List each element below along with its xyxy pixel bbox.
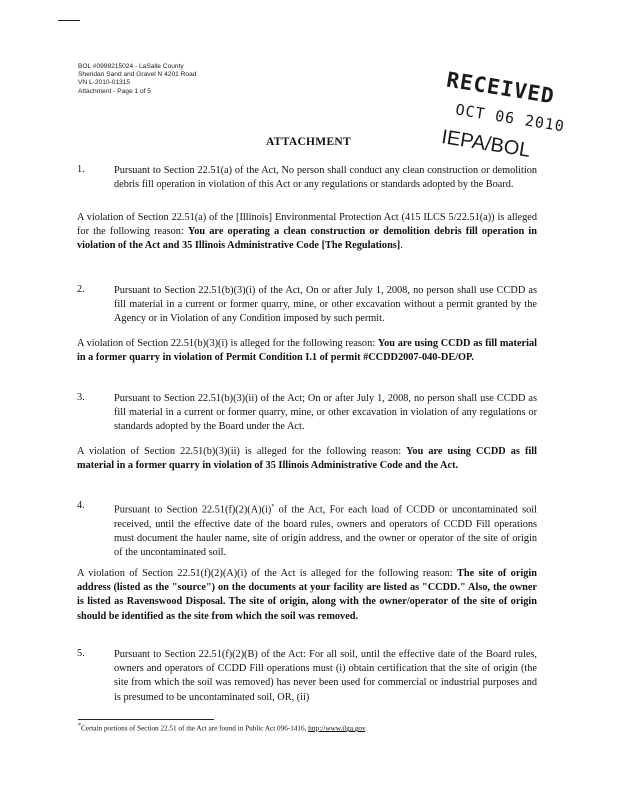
violation-text: A violation of Section 22.51(b)(3)(ii) is alleged for the following reason: [77, 446, 407, 457]
received-stamp-date: OCT 06 2010 [454, 100, 567, 136]
violation-reason: The site of origin address (listed as the "source") on the documents at your facility are listed as "CCDD." Also, the owner is listed as Ravenswood Disposal. The site of origin, along with the owner/operator of the site of origin should be identified as the site from which the soil was removed. [77, 568, 537, 622]
violation-paragraph [77, 567, 537, 624]
received-stamp-agency: IEPA/BOL [439, 126, 532, 162]
violation-reason: You are using CCDD as fill material in a former quarry in violation of Permit Condition I.1 of permit #CCDD2007-040-DE/OP. [77, 338, 537, 364]
footnote-marker: * [271, 504, 275, 510]
header-line: VN L-2010-01315 [78, 79, 131, 87]
footnote-text: Certain portions of Section 22.51 of the Act are found in Public Act 096-1416, [81, 724, 309, 733]
footnote-rule [78, 719, 214, 720]
violation-text: A violation of Section 22.51(b)(3)(i) is alleged for the following reason: [77, 338, 378, 349]
page-title: ATTACHMENT [266, 136, 351, 148]
violation-paragraph [77, 211, 537, 254]
footnote [78, 723, 367, 732]
item-text: Pursuant to Section 22.51(f)(2)(B) of the Act: For all soil, until the effective date of the Board rules, owners and operators of CCDD Fill operations must (i) obtain certification that the site of origin (the site from which the soil was removed) has never been used for commercial or industrial purposes and is presumed to be uncontaminated soil, OR, (ii) [114, 649, 537, 703]
item-number: 3. [77, 392, 85, 403]
item-number: 2. [77, 284, 85, 295]
item-number: 1. [77, 164, 85, 175]
item-text [114, 500, 537, 560]
footnote-mark: * [78, 723, 81, 729]
violation-tail: . [400, 240, 403, 252]
header-line: Attachment - Page 1 of 5 [78, 87, 151, 95]
item-text: Pursuant to Section 22.51(b)(3)(ii) of the Act; On or after July 1, 2008, no person shall use CCDD as fill material in a current or former quarry, mine, or other excavation in violation of any regulations or standards adopted by the Board under the Act. [114, 393, 537, 433]
header-line: BOL #0998215024 - LaSalle County [78, 63, 184, 70]
item-text-part: Pursuant to Section 22.51(f)(2)(A)(i) [114, 504, 272, 516]
header-line: Sheridan Sand and Gravel N 4201 Road [78, 71, 197, 79]
violation-reason: You are using CCDD as fill material in a former quarry in violation of 35 Illinois Administrative Code and the Act. [77, 446, 537, 472]
item-text-part: of the Act, For each load of CCDD or uncontaminated soil received, until the effective date of the board rules, owners and operators of CCDD Fill operations must document the hauler name, site of origin address, and the owner or operator of the site of origin of the uncontaminated soil. [114, 504, 537, 559]
footnote-link[interactable]: http://www.ilga.gov [308, 724, 366, 733]
violation-reason: You are operating a clean construction or demolition debris fill operation in violation of the Act and 35 Illinois Administrative Code [The Regulations] [77, 226, 537, 252]
item-number: 5. [77, 648, 85, 659]
violation-paragraph [77, 445, 537, 473]
top-rule [58, 20, 80, 21]
item-text: Pursuant to Section 22.51(a) of the Act, No person shall conduct any clean construction or demolition debris fill operation in violation of this Act or any regulations or standards adopted by the Board. [114, 165, 537, 191]
document-header [78, 63, 196, 96]
footnote-end: . [365, 724, 367, 733]
received-stamp: RECEIVED [444, 67, 557, 109]
item-number: 4. [77, 500, 85, 511]
violation-text: A violation of Section 22.51(a) of the [Illinois] Environmental Protection Act (415 ILCS 5/22.51(a)) is alleged for the following reason: [77, 212, 537, 238]
violation-text: A violation of Section 22.51(f)(2)(A)(i) of the Act is alleged for the following reason: [77, 568, 457, 579]
item-text: Pursuant to Section 22.51(b)(3)(i) of the Act, On or after July 1, 2008, no person shall use CCDD as fill material in a current or former quarry, mine, or other excavation without a permit granted by the Agency or in Violation of any Condition imposed by such permit. [114, 285, 537, 325]
violation-paragraph [77, 337, 537, 365]
